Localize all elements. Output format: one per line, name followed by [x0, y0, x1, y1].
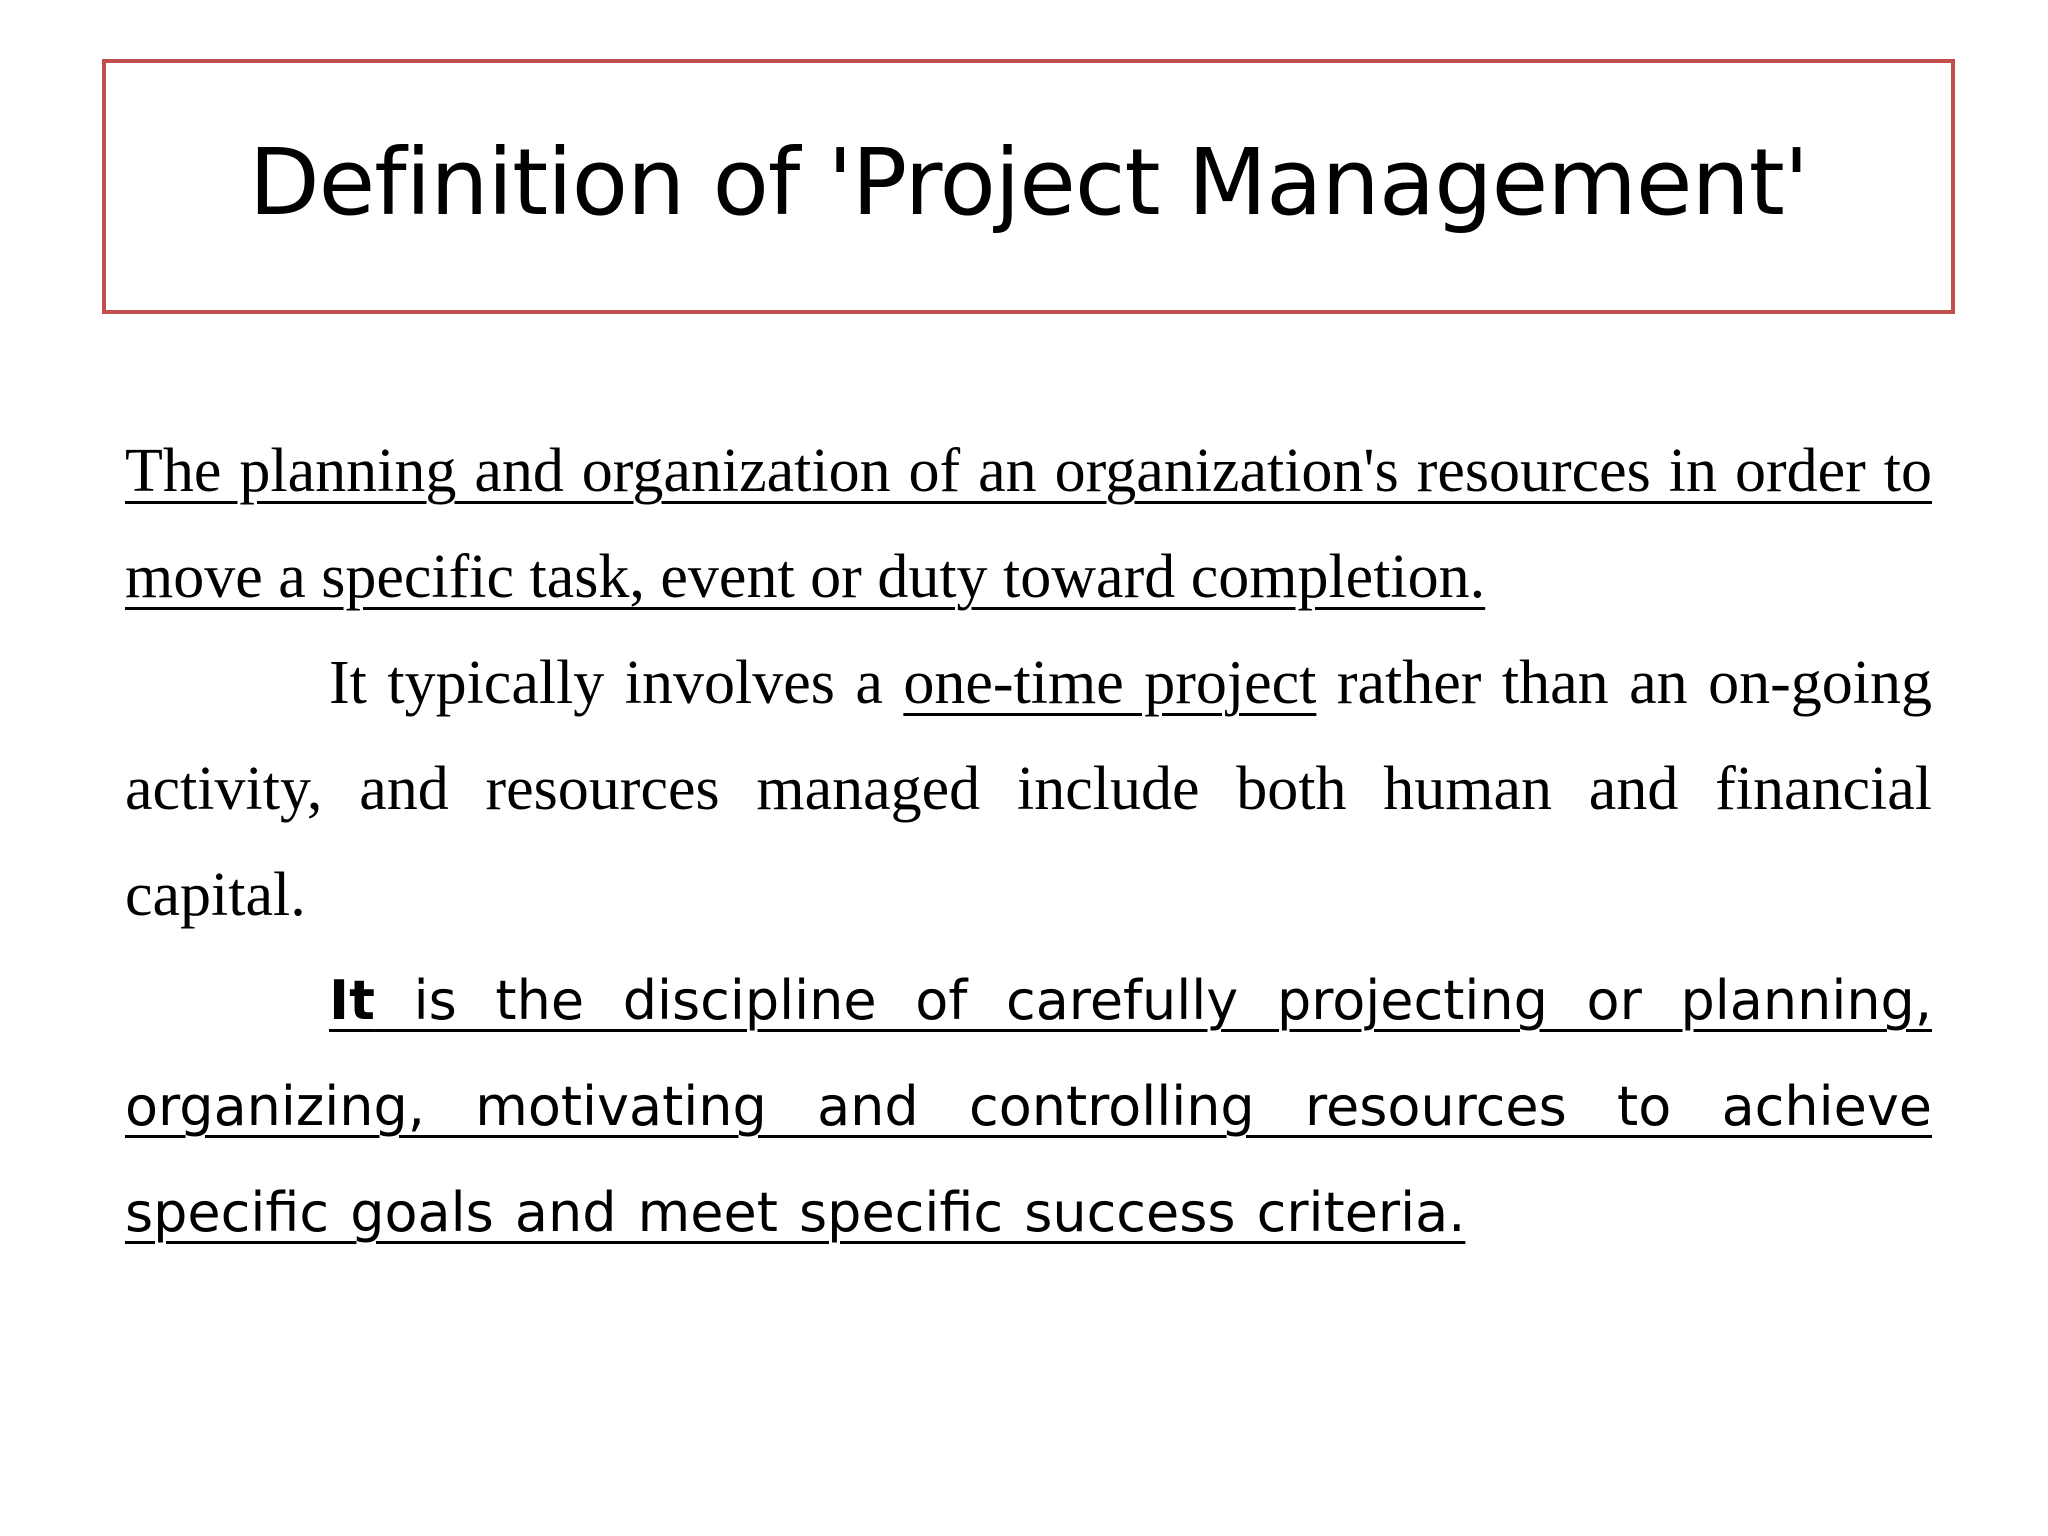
- slide-body: [125, 418, 1932, 1266]
- title-box: [102, 59, 1955, 314]
- definition-paragraph-1: The planning and organization of an organization's resources in order to move a specific task, event or duty toward completion.: [125, 437, 1932, 611]
- slide-title: Definition of 'Project Management': [248, 129, 1809, 236]
- paragraph-3-lead-bold: It: [329, 969, 375, 1032]
- paragraph-3-rest: is the discipline of carefully projecting or planning, organizing, motivating and controlling resources to achieve specific goals and meet specific success criteria.: [125, 969, 1932, 1244]
- definition-paragraph-3: [125, 948, 1932, 1266]
- definition-paragraph-2: [125, 630, 1932, 948]
- paragraph-2-lead: It typically involves a: [329, 649, 904, 717]
- one-time-project-highlight: one-time project: [903, 649, 1317, 717]
- paragraph-2-rest: rather than an on-going activity, and resources managed include both human and financial capital.: [125, 649, 1932, 929]
